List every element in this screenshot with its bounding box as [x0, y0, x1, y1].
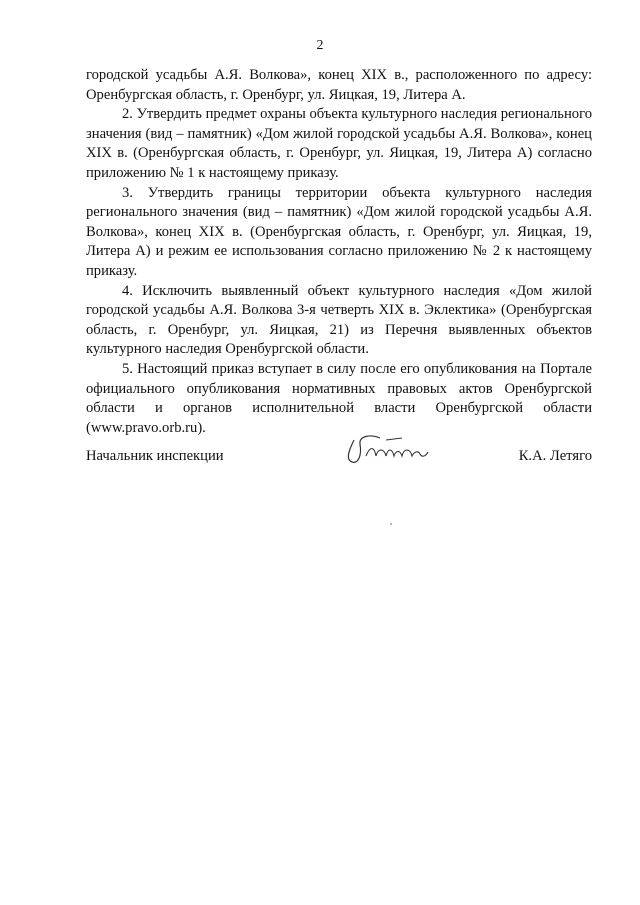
- document-body: [86, 66, 592, 438]
- paragraph-continuation: городской усадьбы А.Я. Волкова», конец XIX в., расположенного по адресу: Оренбургская область, г. Оренбург, ул. Яицкая, 19, Литера А.: [86, 67, 592, 103]
- paragraph-item-5: 5. Настоящий приказ вступает в силу после его опубликования на Портале официального опубликования нормативных правовых актов Оренбургской области и органов исполнительной власти Оренбургской области (www.pravo.orb.ru).: [86, 360, 592, 436]
- page-number: 2: [316, 38, 324, 53]
- signatory-position: Начальник инспекции: [86, 448, 224, 464]
- signatory-name: К.А. Летяго: [518, 448, 592, 464]
- scan-artifact: [390, 523, 392, 525]
- paragraph-item-2: 2. Утвердить предмет охраны объекта культурного наследия регионального значения (вид – памятник) «Дом жилой городской усадьбы А.Я. Волкова», конец XIX в. (Оренбургская область, г. Оренбург, ул. Яицкая, 19, Литера А) согласно приложению № 1 к настоящему приказу.: [86, 106, 592, 181]
- handwritten-signature: [340, 426, 450, 470]
- paragraph-item-4: 4. Исключить выявленный объект культурного наследия «Дом жилой городской усадьбы А.Я. Волкова 3-я четверть XIX в. Эклектика» (Оренбургская область, г. Оренбург, ул. Яицкая, 21) из Перечня выявленных объектов культурного наследия Оренбургской области.: [86, 282, 592, 358]
- paragraph-item-3: 3. Утвердить границы территории объекта культурного наследия регионального значения (вид – памятник) «Дом жилой городской усадьбы А.Я. Волкова», конец XIX в. (Оренбургская область, г. Оренбург, ул. Яицкая, 19, Литера А) и режим ее использования согласно приложению № 2 к настоящему приказу.: [86, 184, 592, 279]
